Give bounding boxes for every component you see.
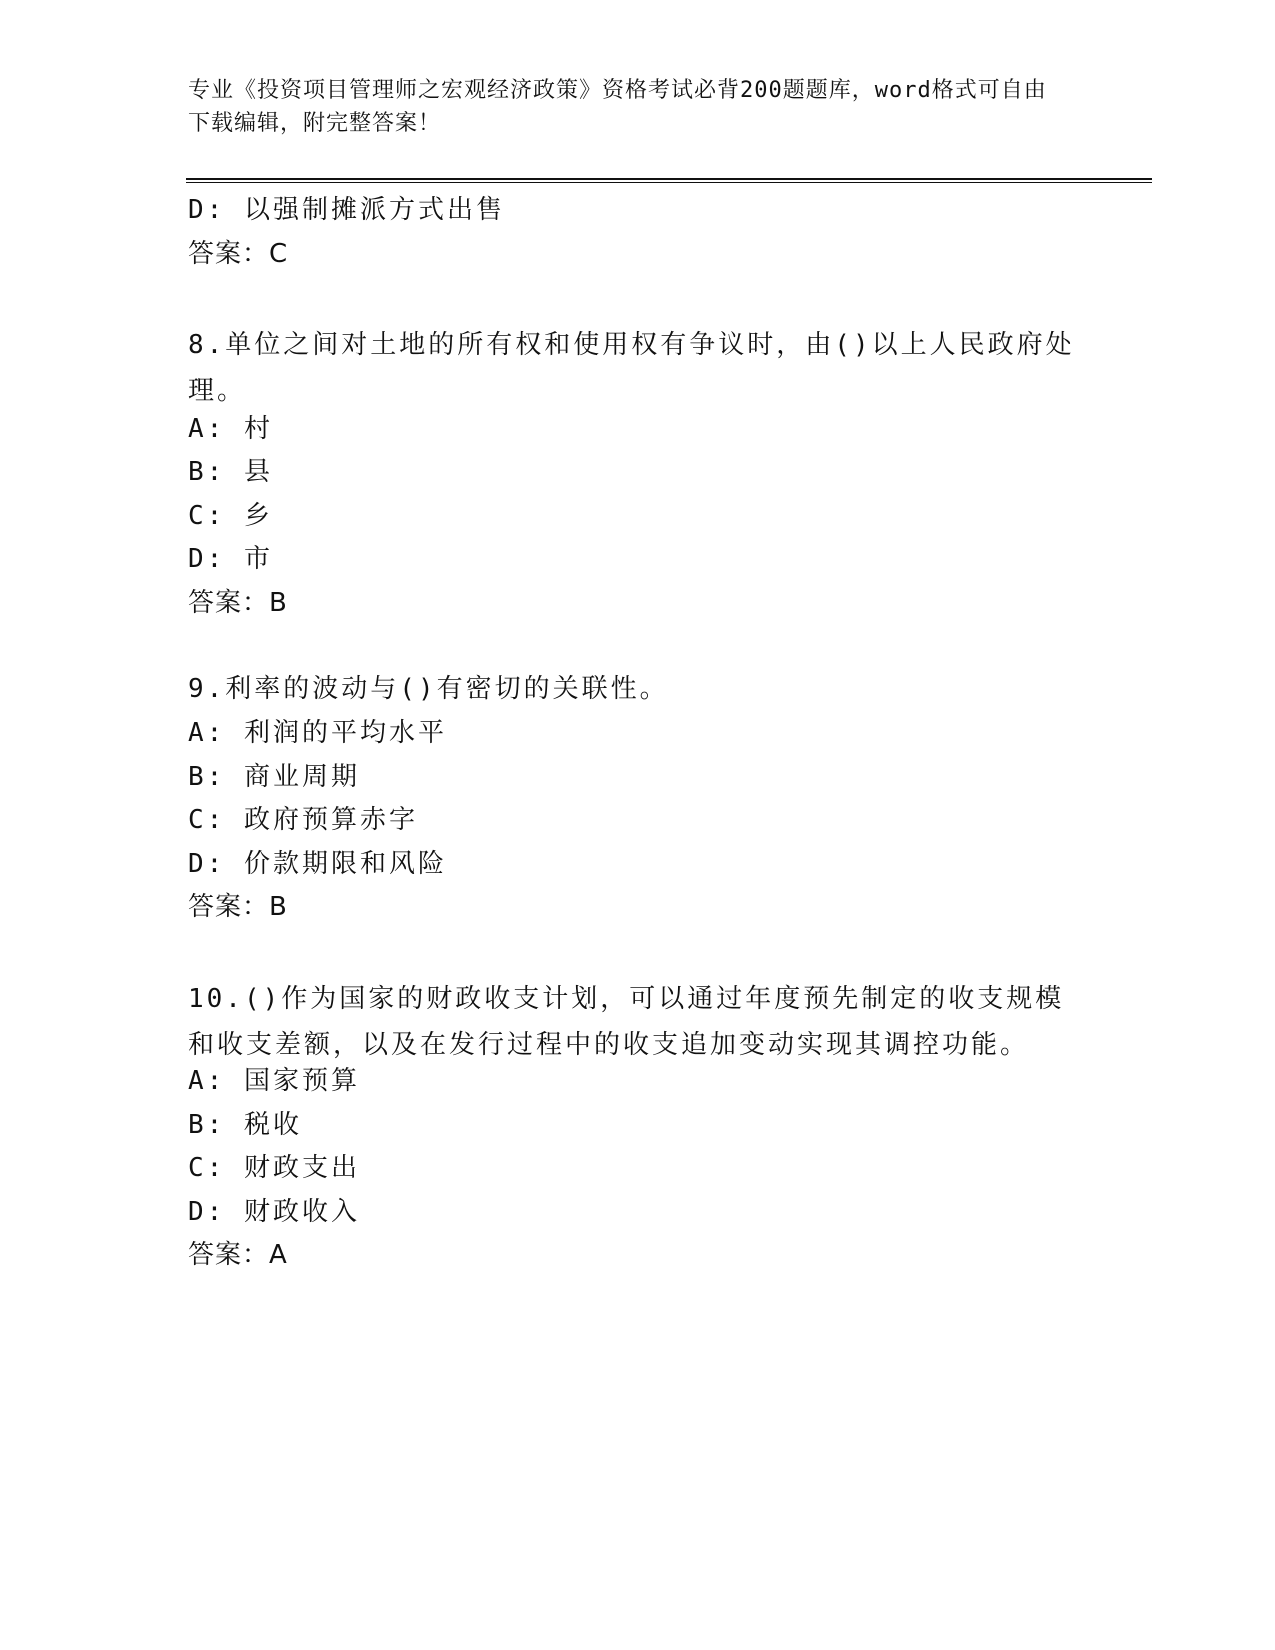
- q8-answer: 答案：B: [188, 588, 288, 618]
- q9-answer: 答案：B: [188, 892, 288, 922]
- q9-option-a: A: 利润的平均水平: [188, 718, 447, 748]
- q8-option-d: D: 市: [188, 544, 273, 574]
- q10-option-c: C: 财政支出: [188, 1153, 360, 1183]
- q10-answer: 答案：A: [188, 1240, 288, 1270]
- document-header: 专业《投资项目管理师之宏观经济政策》资格考试必背200题题库，word格式可自由下载编辑，附完整答案！: [188, 78, 1047, 136]
- q9-option-b: B: 商业周期: [188, 762, 360, 792]
- q10-option-a: A: 国家预算: [188, 1066, 360, 1096]
- q9-stem: 9.利率的波动与()有密切的关联性。: [188, 674, 669, 704]
- q7-option-d: D: 以强制摊派方式出售: [188, 195, 505, 225]
- q8-stem: 8.单位之间对土地的所有权和使用权有争议时，由()以上人民政府处理。: [188, 330, 1075, 406]
- q10-option-d: D: 财政收入: [188, 1197, 360, 1227]
- q8-option-a: A: 村: [188, 414, 273, 444]
- header-divider: [186, 178, 1152, 183]
- q10-stem: 10.()作为国家的财政收支计划，可以通过年度预先制定的收支规模和收支差额，以及在发行过程中的收支追加变动实现其调控功能。: [188, 984, 1065, 1060]
- q9-option-c: C: 政府预算赤字: [188, 805, 418, 835]
- q10-option-b: B: 税收: [188, 1110, 302, 1140]
- q9-option-d: D: 价款期限和风险: [188, 849, 447, 879]
- q8-option-c: C: 乡: [188, 501, 273, 531]
- q7-answer: 答案：C: [188, 239, 289, 269]
- q8-option-b: B: 县: [188, 457, 273, 487]
